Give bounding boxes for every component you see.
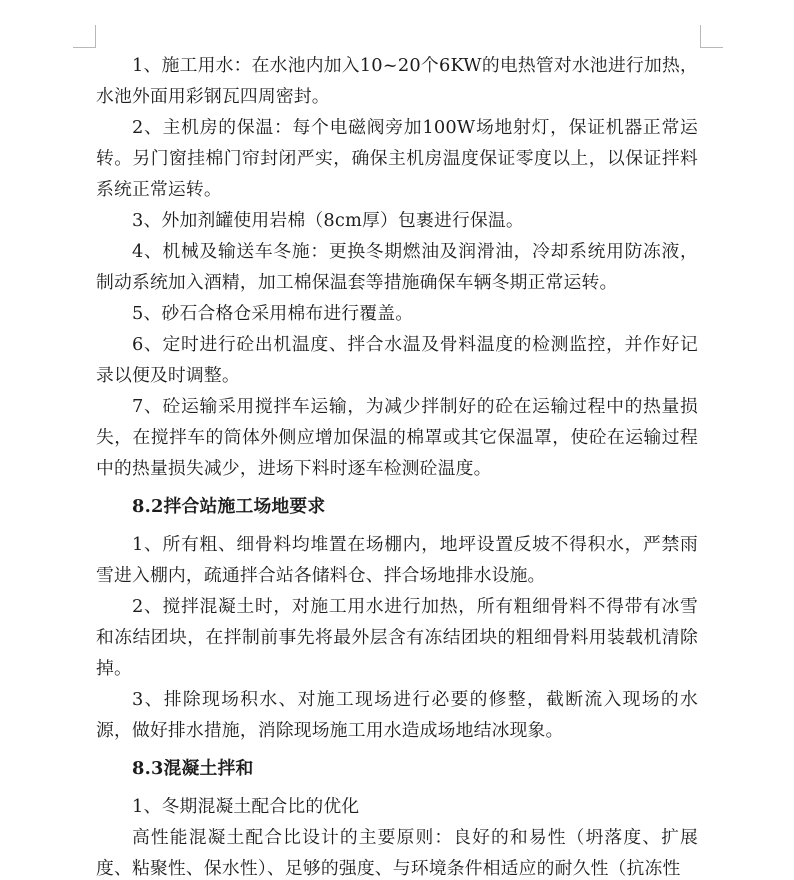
paragraph-water-heating: 1、施工用水：在水池内加入10~20个6KW的电热管对水池进行加热，水池外面用彩钢瓦四周密封。 <box>96 55 698 107</box>
paragraph-mix-optimization: 1、冬期混凝土配合比的优化 <box>132 796 360 817</box>
top-right-margin-mark <box>700 25 723 48</box>
paragraph-temperature-monitoring: 6、定时进行砼出机温度、拌合水温及骨料温度的检测监控，并作好记录以便及时调整。 <box>96 334 698 386</box>
section-heading-8-2: 8.2拌合站施工场地要求 <box>132 496 326 517</box>
paragraph-drainage: 3、排除现场积水、对施工现场进行必要的修整，截断流入现场的水源，做好排水措施，消除现场施工用水造成场地结冰现象。 <box>96 689 698 741</box>
paragraph-transport: 7、砼运输采用搅拌车运输，为减少拌制好的砼在运输过程中的热量损失，在搅拌车的筒体外侧应增加保温的棉罩或其它保温罩，使砼在运输过程中的热量损失减少，进场下料时逐车检测砼温度。 <box>96 396 698 479</box>
top-left-margin-mark <box>73 25 96 48</box>
paragraph-mixing-water: 2、搅拌混凝土时，对施工用水进行加热，所有粗细骨料不得带有冰雪和冻结团块，在拌制前事先将最外层含有冻结团块的粗细骨料用装载机清除掉。 <box>96 596 698 679</box>
paragraph-mix-design-principles: 高性能混凝土配合比设计的主要原则：良好的和易性（坍落度、扩展度、粘聚性、保水性）、足够的强度、与环境条件相适应的耐久性（抗冻性 <box>96 827 698 879</box>
paragraph-aggregate-bin: 5、砂石合格仓采用棉布进行覆盖。 <box>132 303 414 324</box>
section-heading-8-3: 8.3混凝土拌和 <box>132 758 254 779</box>
paragraph-vehicles-winter: 4、机械及输送车冬施：更换冬期燃油及润滑油，冷却系统用防冻液，制动系统加入酒精，加工棉保温套等措施确保车辆冬期正常运转。 <box>96 241 698 293</box>
paragraph-admixture-tank: 3、外加剂罐使用岩棉（8cm厚）包裹进行保温。 <box>132 210 524 231</box>
paragraph-machine-room: 2、主机房的保温：每个电磁阀旁加100W场地射灯，保证机器正常运转。另门窗挂棉门帘封闭严实，确保主机房温度保证零度以上，以保证拌料系统正常运转。 <box>96 117 698 200</box>
paragraph-site-storage: 1、所有粗、细骨料均堆置在场棚内，地坪设置反坡不得积水，严禁雨雪进入棚内，疏通拌合站各储料仓、拌合场地排水设施。 <box>96 534 698 586</box>
document-body <box>96 50 698 880</box>
